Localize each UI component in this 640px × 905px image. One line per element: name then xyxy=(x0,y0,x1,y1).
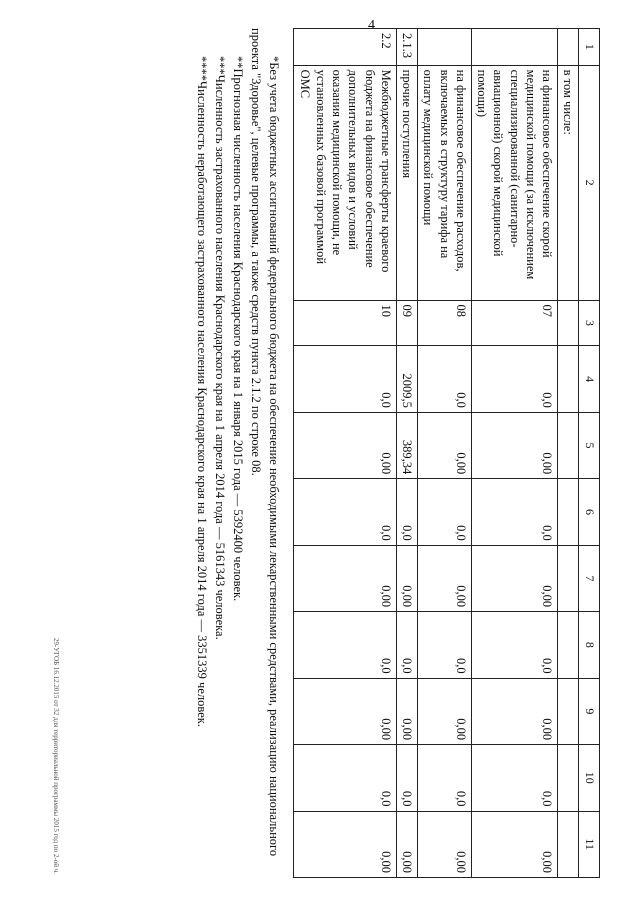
row-code-cell: 09 xyxy=(396,300,417,346)
value-cell: 0,0 xyxy=(418,611,472,677)
header-cell: 1 xyxy=(579,28,600,65)
rotated-page-content xyxy=(40,28,600,878)
value-cell xyxy=(558,611,579,677)
value-cell xyxy=(558,678,579,744)
header-cell: 4 xyxy=(579,345,600,411)
value-cell: 0,00 xyxy=(418,545,472,611)
row-number-cell: 2.1.3 xyxy=(396,28,417,65)
value-cell: 0,0 xyxy=(418,345,472,411)
value-cell: 0,0 xyxy=(471,611,557,677)
value-cell xyxy=(558,412,579,478)
value-cell: 0,0 xyxy=(471,744,557,810)
value-cell xyxy=(558,744,579,810)
value-cell: 2009,5 xyxy=(396,345,417,411)
row-label-cell: прочие поступления xyxy=(396,65,417,300)
value-cell: 0,00 xyxy=(471,678,557,744)
footnote: *Без учета бюджетных ассигнований федерального бюджета на обеспечение необходимыми лекарственными средствами, реализацию национального проекта "Здоровье", целевые программы, а также средств пункта 2.1.2 по строке 08. xyxy=(249,27,282,856)
value-cell: 0,0 xyxy=(294,744,397,810)
header-cell: 3 xyxy=(579,300,600,346)
value-cell xyxy=(558,345,579,411)
footnotes xyxy=(193,28,284,878)
table-row xyxy=(294,28,397,877)
value-cell: 0,00 xyxy=(471,412,557,478)
value-cell: 0,00 xyxy=(418,811,472,877)
row-number-cell xyxy=(418,28,472,65)
row-number-cell xyxy=(471,28,557,65)
row-code-cell: 07 xyxy=(471,300,557,346)
page-number: 4 xyxy=(368,18,375,33)
value-cell: 0,0 xyxy=(294,611,397,677)
value-cell: 389,34 xyxy=(396,412,417,478)
row-label-cell: на финансовое обеспечение расходов, включаемых в структуру тарифа на оплату медицинской помощи xyxy=(418,65,472,300)
value-cell: 0,00 xyxy=(396,545,417,611)
value-cell: 0,00 xyxy=(396,811,417,877)
row-label-cell: в том числе: xyxy=(558,65,579,300)
header-cell: 11 xyxy=(579,811,600,877)
value-cell: 0,00 xyxy=(418,412,472,478)
table-row xyxy=(418,28,472,877)
row-code-cell: 10 xyxy=(294,300,397,346)
value-cell xyxy=(558,478,579,544)
row-number-cell: 2.2 xyxy=(294,28,397,65)
financing-table xyxy=(293,28,600,878)
document-code: 29-УГОБ 16.12.2015 от 32 для территориальной программы 2015 год по 2-ой ч. xyxy=(52,637,60,874)
value-cell: 0,0 xyxy=(471,478,557,544)
footnote: **Прогнозная численность населения Краснодарского края на 1 января 2015 года — 5392400 человек. xyxy=(231,55,246,601)
value-cell: 0,00 xyxy=(418,678,472,744)
row-number-cell xyxy=(558,28,579,65)
table-row xyxy=(471,28,557,877)
table-row xyxy=(396,28,417,877)
header-cell: 6 xyxy=(579,478,600,544)
table-row xyxy=(558,28,579,877)
footnote: ****Численность неработающего застрахованного населения Краснодарского края на 1 апреля 2014 года — 3351339 человек. xyxy=(194,55,209,727)
header-cell: 10 xyxy=(579,744,600,810)
header-cell: 2 xyxy=(579,65,600,300)
row-code-cell xyxy=(558,300,579,346)
value-cell: 0,00 xyxy=(294,811,397,877)
footnote: ***Численность застрахованного населения Краснодарского края на 1 апреля 2014 года — 5161343 человека. xyxy=(213,55,228,640)
value-cell xyxy=(558,545,579,611)
value-cell: 0,0 xyxy=(294,478,397,544)
header-cell: 5 xyxy=(579,412,600,478)
row-code-cell: 08 xyxy=(418,300,472,346)
value-cell: 0,00 xyxy=(396,678,417,744)
value-cell: 0,0 xyxy=(396,744,417,810)
header-cell: 8 xyxy=(579,611,600,677)
value-cell: 0,0 xyxy=(396,478,417,544)
table-header-row xyxy=(579,28,600,877)
value-cell xyxy=(558,811,579,877)
value-cell: 0,0 xyxy=(396,611,417,677)
value-cell: 0,00 xyxy=(471,545,557,611)
header-cell: 7 xyxy=(579,545,600,611)
value-cell: 0,00 xyxy=(471,811,557,877)
value-cell: 0,0 xyxy=(471,345,557,411)
value-cell: 0,0 xyxy=(418,478,472,544)
row-label-cell: на финансовое обеспечение скорой медицинской помощи (за исключением специализированной (санитарно-авиационной) скорой медицинской помощи) xyxy=(471,65,557,300)
value-cell: 0,0 xyxy=(294,345,397,411)
header-cell: 9 xyxy=(579,678,600,744)
value-cell: 0,00 xyxy=(294,412,397,478)
value-cell: 0,00 xyxy=(294,678,397,744)
value-cell: 0,0 xyxy=(418,744,472,810)
value-cell: 0,00 xyxy=(294,545,397,611)
row-label-cell: Межбюджетные трансферты краевого бюджета на финансовое обеспечение дополнительных видов и условий оказания медицинской помощи, не установленных базовой программой ОМС xyxy=(294,65,397,300)
